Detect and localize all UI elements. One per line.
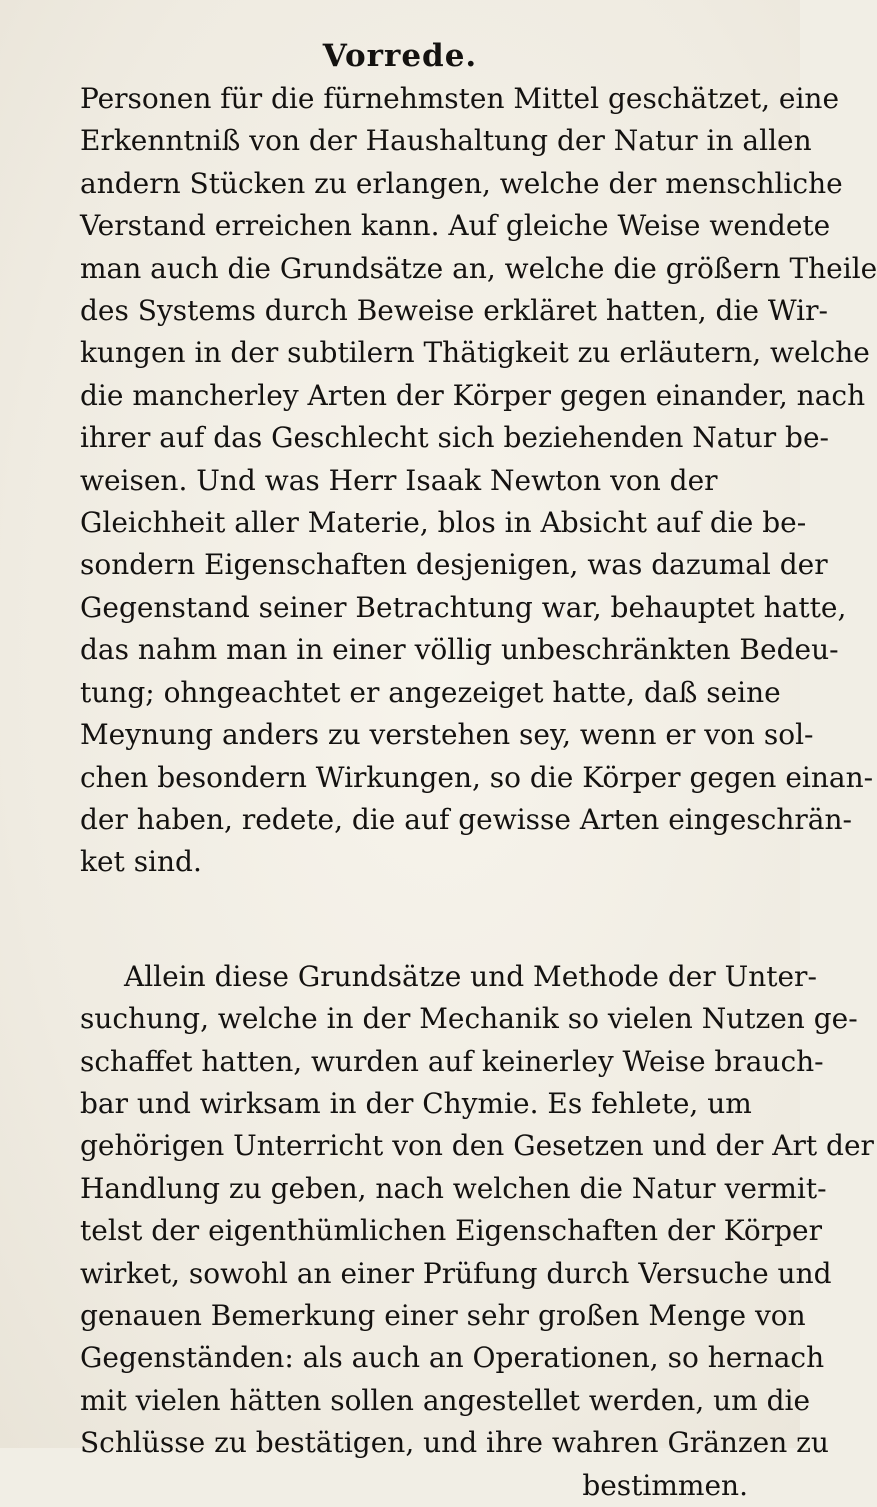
text-line-final: bestimmen. <box>582 1468 748 1502</box>
text-line: chen besondern Wirkungen, so die Körper gegen einan- <box>80 760 874 794</box>
text-line: tung; ohngeachtet er angezeiget hatte, daß seine <box>80 675 781 709</box>
text-line: wirket, sowohl an einer Prüfung durch Versuche und <box>80 1256 832 1290</box>
paragraph-spacer <box>80 884 748 956</box>
text-line: Gegenstand seiner Betrachtung war, behauptet hatte, <box>80 590 847 624</box>
text-line: Schlüsse zu bestätigen, und ihre wahren Gränzen zu <box>80 1426 829 1460</box>
text-line: man auch die Grundsätze an, welche die größern Theile <box>80 251 877 285</box>
text-line: ket sind. <box>80 845 202 879</box>
running-header: Vorrede. <box>322 38 478 74</box>
text-line: bar und wirksam in der Chymie. Es fehlete, um <box>80 1086 752 1120</box>
text-line: Meynung anders zu verstehen sey, wenn er von sol- <box>80 718 814 752</box>
text-line: telst der eigenthümlichen Eigenschaften der Körper <box>80 1214 823 1248</box>
text-line: Allein diese Grundsätze und Methode der Unter- <box>124 959 817 993</box>
text-line: das nahm man in einer völlig unbeschränkten Bedeu- <box>80 633 839 667</box>
text-line: Erkenntniß von der Haushaltung der Natur in allen <box>80 124 812 158</box>
text-line: schaffet hatten, wurden auf keinerley Weise brauch- <box>80 1044 824 1078</box>
text-line: andern Stücken zu erlangen, welche der menschliche <box>80 166 843 200</box>
page-body <box>80 78 877 1507</box>
text-line: Gleichheit aller Materie, blos in Absicht auf die be- <box>80 506 807 540</box>
text-line: Handlung zu geben, nach welchen die Natur vermit- <box>80 1171 827 1205</box>
text-line: der haben, redete, die auf gewisse Arten eingeschrän- <box>80 802 852 836</box>
text-line: des Systems durch Beweise erkläret hatten, die Wir- <box>80 294 828 328</box>
paragraph-1 <box>80 78 877 884</box>
text-line: mit vielen hätten sollen angestellet werden, um die <box>80 1383 811 1417</box>
text-line: sondern Eigenschaften desjenigen, was dazumal der <box>80 548 828 582</box>
text-line: gehörigen Unterricht von den Gesetzen und der Art der <box>80 1129 874 1163</box>
text-line: kungen in der subtilern Thätigkeit zu erläutern, welche <box>80 336 870 370</box>
text-line: weisen. Und was Herr Isaak Newton von der <box>80 463 718 497</box>
text-line: genauen Bemerkung einer sehr großen Menge von <box>80 1298 806 1332</box>
text-line: Verstand erreichen kann. Auf gleiche Weise wendete <box>80 209 831 243</box>
text-line: Personen für die fürnehmsten Mittel geschätzet, eine <box>80 82 840 115</box>
text-line: Gegenständen: als auch an Operationen, so hernach <box>80 1341 825 1375</box>
text-line: ihrer auf das Geschlecht sich beziehenden Natur be- <box>80 421 830 455</box>
text-line: suchung, welche in der Mechanik so vielen Nutzen ge- <box>80 1002 858 1036</box>
text-line: die mancherley Arten der Körper gegen einander, nach <box>80 378 866 412</box>
paragraph-2 <box>80 956 874 1507</box>
